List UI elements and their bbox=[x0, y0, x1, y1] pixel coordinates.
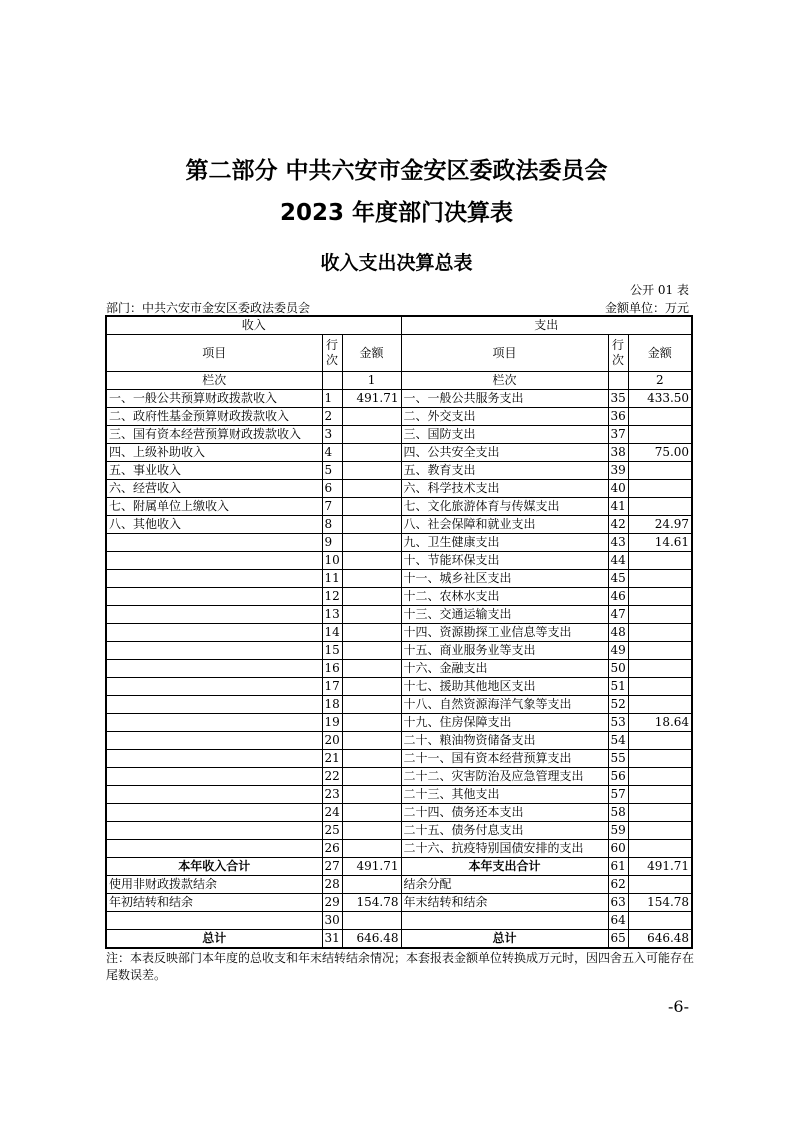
expense-amount-cell: 646.48 bbox=[628, 930, 692, 949]
income-item-cell bbox=[106, 750, 322, 768]
income-amount-cell bbox=[342, 516, 401, 534]
income-line-no-cell: 6 bbox=[322, 480, 342, 498]
table-row bbox=[106, 732, 692, 750]
income-total-row-label: 总计 bbox=[106, 930, 322, 949]
income-item-cell bbox=[106, 912, 322, 930]
expense-amount-cell bbox=[628, 408, 692, 426]
table-row bbox=[106, 840, 692, 858]
table-row bbox=[106, 660, 692, 678]
expense-amount-cell bbox=[628, 552, 692, 570]
income-line-no-cell: 9 bbox=[322, 534, 342, 552]
expense-amount-cell bbox=[628, 642, 692, 660]
table-row bbox=[106, 642, 692, 660]
expense-column-number: 2 bbox=[628, 372, 692, 390]
income-amount-cell bbox=[342, 606, 401, 624]
income-line-no-cell: 23 bbox=[322, 786, 342, 804]
expense-line-no-cell: 62 bbox=[608, 876, 628, 894]
income-line-no-cell: 17 bbox=[322, 678, 342, 696]
expense-amount-cell bbox=[628, 462, 692, 480]
income-item-cell: 八、其他收入 bbox=[106, 516, 322, 534]
income-line-no-cell: 19 bbox=[322, 714, 342, 732]
expense-column-label: 栏次 bbox=[401, 372, 608, 390]
income-column-label: 栏次 bbox=[106, 372, 322, 390]
table-header-group-row bbox=[106, 316, 692, 335]
income-line-no-cell: 1 bbox=[322, 390, 342, 408]
income-item-cell: 二、政府性基金预算财政拨款收入 bbox=[106, 408, 322, 426]
expense-line-no-cell: 40 bbox=[608, 480, 628, 498]
income-line-no-cell: 14 bbox=[322, 624, 342, 642]
table-row bbox=[106, 768, 692, 786]
table-row bbox=[106, 678, 692, 696]
income-item-cell: 三、国有资本经营预算财政拨款收入 bbox=[106, 426, 322, 444]
income-item-cell bbox=[106, 642, 322, 660]
expense-item-cell: 三、国防支出 bbox=[401, 426, 608, 444]
income-line-no-cell: 7 bbox=[322, 498, 342, 516]
expense-line-no-cell: 48 bbox=[608, 624, 628, 642]
table-row bbox=[106, 462, 692, 480]
expense-line-no-cell: 54 bbox=[608, 732, 628, 750]
expense-item-cell bbox=[401, 912, 608, 930]
expense-amount-cell bbox=[628, 606, 692, 624]
income-item-cell bbox=[106, 624, 322, 642]
income-item-cell bbox=[106, 822, 322, 840]
table-row bbox=[106, 390, 692, 408]
income-item-cell bbox=[106, 714, 322, 732]
income-item-cell bbox=[106, 678, 322, 696]
income-item-cell: 年初结转和结余 bbox=[106, 894, 322, 912]
income-line-no-cell: 25 bbox=[322, 822, 342, 840]
table-row bbox=[106, 876, 692, 894]
expense-line-no-cell: 35 bbox=[608, 390, 628, 408]
income-line-no-cell: 21 bbox=[322, 750, 342, 768]
income-item-cell bbox=[106, 804, 322, 822]
expense-amount-cell bbox=[628, 876, 692, 894]
income-column-number: 1 bbox=[342, 372, 401, 390]
income-line-no-cell: 15 bbox=[322, 642, 342, 660]
income-amount-cell bbox=[342, 732, 401, 750]
income-item-cell bbox=[106, 534, 322, 552]
income-amount-cell bbox=[342, 768, 401, 786]
expense-line-no-cell: 58 bbox=[608, 804, 628, 822]
expense-column-blank bbox=[608, 372, 628, 390]
expense-amount-cell bbox=[628, 804, 692, 822]
page-number: -6- bbox=[668, 997, 689, 1016]
expense-item-cell: 七、文化旅游体育与传媒支出 bbox=[401, 498, 608, 516]
income-line-no-cell: 24 bbox=[322, 804, 342, 822]
form-code: 公开 01 表 bbox=[630, 283, 689, 297]
expense-subtotal-row-label: 本年支出合计 bbox=[401, 858, 608, 876]
expense-line-no-cell: 60 bbox=[608, 840, 628, 858]
income-amount-cell bbox=[342, 588, 401, 606]
table-row bbox=[106, 516, 692, 534]
income-item-cell bbox=[106, 588, 322, 606]
expense-amount-cell bbox=[628, 624, 692, 642]
expense-item-cell: 十二、农林水支出 bbox=[401, 588, 608, 606]
expense-item-cell: 二十四、债务还本支出 bbox=[401, 804, 608, 822]
income-subtotal-row-label: 本年收入合计 bbox=[106, 858, 322, 876]
income-line-no-cell: 16 bbox=[322, 660, 342, 678]
column-number-row bbox=[106, 372, 692, 390]
expense-line-no-cell: 50 bbox=[608, 660, 628, 678]
table-row bbox=[106, 696, 692, 714]
income-line-no-cell: 13 bbox=[322, 606, 342, 624]
table-row bbox=[106, 912, 692, 930]
expense-item-cell: 十三、交通运输支出 bbox=[401, 606, 608, 624]
income-amount-cell bbox=[342, 408, 401, 426]
income-column-blank bbox=[322, 372, 342, 390]
table-row bbox=[106, 480, 692, 498]
income-amount-cell bbox=[342, 480, 401, 498]
table-row bbox=[106, 624, 692, 642]
expense-line-no-cell: 47 bbox=[608, 606, 628, 624]
expense-line-no-cell: 51 bbox=[608, 678, 628, 696]
income-line-no-cell: 5 bbox=[322, 462, 342, 480]
table-row bbox=[106, 714, 692, 732]
income-item-cell: 使用非财政拨款结余 bbox=[106, 876, 322, 894]
income-amount-cell bbox=[342, 462, 401, 480]
expense-item-cell: 四、公共安全支出 bbox=[401, 444, 608, 462]
table-row bbox=[106, 426, 692, 444]
income-amount-cell: 491.71 bbox=[342, 858, 401, 876]
expense-amount-cell bbox=[628, 840, 692, 858]
expense-item-cell: 二、外交支出 bbox=[401, 408, 608, 426]
income-amount-cell: 154.78 bbox=[342, 894, 401, 912]
income-line-no-cell: 20 bbox=[322, 732, 342, 750]
expense-amount-cell: 75.00 bbox=[628, 444, 692, 462]
income-line-no-cell: 27 bbox=[322, 858, 342, 876]
expense-amount-cell bbox=[628, 588, 692, 606]
expense-amount-cell bbox=[628, 696, 692, 714]
expense-amount-cell bbox=[628, 678, 692, 696]
income-line-no-header: 行次 bbox=[322, 335, 342, 372]
expense-amount-cell bbox=[628, 498, 692, 516]
income-amount-cell bbox=[342, 696, 401, 714]
expense-item-cell: 九、卫生健康支出 bbox=[401, 534, 608, 552]
expense-line-no-cell: 37 bbox=[608, 426, 628, 444]
expense-item-cell: 年末结转和结余 bbox=[401, 894, 608, 912]
expense-item-cell: 五、教育支出 bbox=[401, 462, 608, 480]
income-item-cell bbox=[106, 786, 322, 804]
income-line-no-cell: 26 bbox=[322, 840, 342, 858]
table-row bbox=[106, 894, 692, 912]
expense-line-no-cell: 64 bbox=[608, 912, 628, 930]
expense-item-cell: 一、一般公共服务支出 bbox=[401, 390, 608, 408]
table-row bbox=[106, 498, 692, 516]
expense-item-cell: 二十二、灾害防治及应急管理支出 bbox=[401, 768, 608, 786]
income-item-cell bbox=[106, 606, 322, 624]
expense-item-cell: 十九、住房保障支出 bbox=[401, 714, 608, 732]
expense-line-no-cell: 65 bbox=[608, 930, 628, 949]
income-line-no-cell: 22 bbox=[322, 768, 342, 786]
income-amount-cell bbox=[342, 714, 401, 732]
income-item-cell bbox=[106, 768, 322, 786]
income-amount-cell bbox=[342, 624, 401, 642]
expense-amount-cell bbox=[628, 750, 692, 768]
expense-amount-cell: 433.50 bbox=[628, 390, 692, 408]
expense-item-cell: 十、节能环保支出 bbox=[401, 552, 608, 570]
income-line-no-cell: 2 bbox=[322, 408, 342, 426]
table-body bbox=[106, 316, 692, 948]
income-item-cell: 六、经营收入 bbox=[106, 480, 322, 498]
income-item-cell bbox=[106, 840, 322, 858]
income-line-no-cell: 28 bbox=[322, 876, 342, 894]
income-amount-cell bbox=[342, 786, 401, 804]
table-header-row bbox=[106, 335, 692, 372]
income-amount-cell bbox=[342, 552, 401, 570]
total-row bbox=[106, 930, 692, 949]
expense-line-no-cell: 39 bbox=[608, 462, 628, 480]
expense-item-cell: 十七、援助其他地区支出 bbox=[401, 678, 608, 696]
expense-line-no-cell: 56 bbox=[608, 768, 628, 786]
expense-amount-cell bbox=[628, 426, 692, 444]
income-amount-cell bbox=[342, 426, 401, 444]
income-line-no-cell: 31 bbox=[322, 930, 342, 949]
page-subtitle: 2023 年度部门决算表 bbox=[279, 200, 514, 226]
table-row bbox=[106, 408, 692, 426]
income-line-no-cell: 4 bbox=[322, 444, 342, 462]
expense-item-cell: 十四、资源勘探工业信息等支出 bbox=[401, 624, 608, 642]
expense-item-cell: 二十三、其他支出 bbox=[401, 786, 608, 804]
income-line-no-cell: 12 bbox=[322, 588, 342, 606]
income-line-no-cell: 18 bbox=[322, 696, 342, 714]
expense-line-no-cell: 57 bbox=[608, 786, 628, 804]
expense-line-no-cell: 44 bbox=[608, 552, 628, 570]
expense-amount-cell bbox=[628, 732, 692, 750]
expense-item-cell: 结余分配 bbox=[401, 876, 608, 894]
expense-line-no-cell: 59 bbox=[608, 822, 628, 840]
expense-item-cell: 六、科学技术支出 bbox=[401, 480, 608, 498]
table-row bbox=[106, 588, 692, 606]
income-expense-table bbox=[105, 315, 693, 949]
expense-item-cell: 十一、城乡社区支出 bbox=[401, 570, 608, 588]
expense-item-cell: 二十、粮油物资储备支出 bbox=[401, 732, 608, 750]
expense-item-cell: 十八、自然资源海洋气象等支出 bbox=[401, 696, 608, 714]
income-item-cell: 四、上级补助收入 bbox=[106, 444, 322, 462]
table-row bbox=[106, 822, 692, 840]
income-amount-cell bbox=[342, 822, 401, 840]
table-row bbox=[106, 570, 692, 588]
income-amount-cell: 646.48 bbox=[342, 930, 401, 949]
expense-line-no-cell: 61 bbox=[608, 858, 628, 876]
expense-item-cell: 十六、金融支出 bbox=[401, 660, 608, 678]
expense-item-header: 项目 bbox=[401, 335, 608, 372]
expense-line-no-cell: 55 bbox=[608, 750, 628, 768]
income-item-cell: 七、附属单位上缴收入 bbox=[106, 498, 322, 516]
income-amount-cell bbox=[342, 570, 401, 588]
expense-amount-cell bbox=[628, 768, 692, 786]
income-amount-cell bbox=[342, 444, 401, 462]
table-footnote: 注：本表反映部门本年度的总收支和年末结转结余情况；本套报表金额单位转换成万元时，因四舍五入可能存在尾数误差。 bbox=[106, 951, 695, 982]
expense-amount-cell bbox=[628, 660, 692, 678]
expense-item-cell: 二十五、债务付息支出 bbox=[401, 822, 608, 840]
income-amount-cell: 491.71 bbox=[342, 390, 401, 408]
table-row bbox=[106, 750, 692, 768]
expense-amount-cell bbox=[628, 786, 692, 804]
income-item-cell bbox=[106, 552, 322, 570]
income-line-no-cell: 10 bbox=[322, 552, 342, 570]
subtotal-row bbox=[106, 858, 692, 876]
table-row bbox=[106, 444, 692, 462]
page-title: 第二部分 中共六安市金安区委政法委员会 bbox=[185, 158, 608, 184]
table-row bbox=[106, 786, 692, 804]
income-line-no-cell: 11 bbox=[322, 570, 342, 588]
income-amount-cell bbox=[342, 804, 401, 822]
expense-line-no-cell: 49 bbox=[608, 642, 628, 660]
expense-line-no-cell: 45 bbox=[608, 570, 628, 588]
expense-amount-cell bbox=[628, 822, 692, 840]
income-item-cell bbox=[106, 696, 322, 714]
income-line-no-cell: 30 bbox=[322, 912, 342, 930]
expense-amount-cell bbox=[628, 912, 692, 930]
expense-amount-cell bbox=[628, 480, 692, 498]
income-amount-cell bbox=[342, 912, 401, 930]
income-item-cell: 一、一般公共预算财政拨款收入 bbox=[106, 390, 322, 408]
expense-line-no-cell: 41 bbox=[608, 498, 628, 516]
expense-item-cell: 十五、商业服务业等支出 bbox=[401, 642, 608, 660]
expense-amount-cell: 14.61 bbox=[628, 534, 692, 552]
expense-line-no-cell: 46 bbox=[608, 588, 628, 606]
income-item-cell bbox=[106, 732, 322, 750]
expense-line-no-cell: 43 bbox=[608, 534, 628, 552]
expense-item-cell: 二十一、国有资本经营预算支出 bbox=[401, 750, 608, 768]
expense-line-no-cell: 52 bbox=[608, 696, 628, 714]
expense-line-no-header: 行次 bbox=[608, 335, 628, 372]
income-item-cell: 五、事业收入 bbox=[106, 462, 322, 480]
table-row bbox=[106, 804, 692, 822]
income-item-header: 项目 bbox=[106, 335, 322, 372]
income-amount-cell bbox=[342, 498, 401, 516]
expense-line-no-cell: 53 bbox=[608, 714, 628, 732]
income-amount-cell bbox=[342, 750, 401, 768]
income-item-cell bbox=[106, 660, 322, 678]
department-label: 部门：中共六安市金安区委政法委员会 bbox=[106, 301, 311, 315]
expense-amount-cell: 18.64 bbox=[628, 714, 692, 732]
table-row bbox=[106, 606, 692, 624]
expense-total-row-label: 总计 bbox=[401, 930, 608, 949]
expense-amount-cell bbox=[628, 570, 692, 588]
table-row bbox=[106, 552, 692, 570]
expense-item-cell: 八、社会保障和就业支出 bbox=[401, 516, 608, 534]
income-amount-cell bbox=[342, 840, 401, 858]
expense-line-no-cell: 36 bbox=[608, 408, 628, 426]
income-amount-cell bbox=[342, 678, 401, 696]
income-item-cell bbox=[106, 570, 322, 588]
expense-amount-cell: 491.71 bbox=[628, 858, 692, 876]
income-header: 收入 bbox=[106, 316, 401, 335]
expense-amount-cell: 154.78 bbox=[628, 894, 692, 912]
expense-line-no-cell: 63 bbox=[608, 894, 628, 912]
table-row bbox=[106, 534, 692, 552]
expense-amount-cell: 24.97 bbox=[628, 516, 692, 534]
income-amount-cell bbox=[342, 642, 401, 660]
income-line-no-cell: 29 bbox=[322, 894, 342, 912]
income-amount-cell bbox=[342, 876, 401, 894]
income-line-no-cell: 3 bbox=[322, 426, 342, 444]
income-line-no-cell: 8 bbox=[322, 516, 342, 534]
expense-amount-header: 金额 bbox=[628, 335, 692, 372]
expense-header: 支出 bbox=[401, 316, 692, 335]
income-amount-header: 金额 bbox=[342, 335, 401, 372]
expense-line-no-cell: 38 bbox=[608, 444, 628, 462]
amount-unit-label: 金额单位：万元 bbox=[604, 301, 689, 315]
income-amount-cell bbox=[342, 660, 401, 678]
expense-item-cell: 二十六、抗疫特别国债安排的支出 bbox=[401, 840, 608, 858]
table-title: 收入支出决算总表 bbox=[320, 252, 473, 274]
expense-line-no-cell: 42 bbox=[608, 516, 628, 534]
income-amount-cell bbox=[342, 534, 401, 552]
